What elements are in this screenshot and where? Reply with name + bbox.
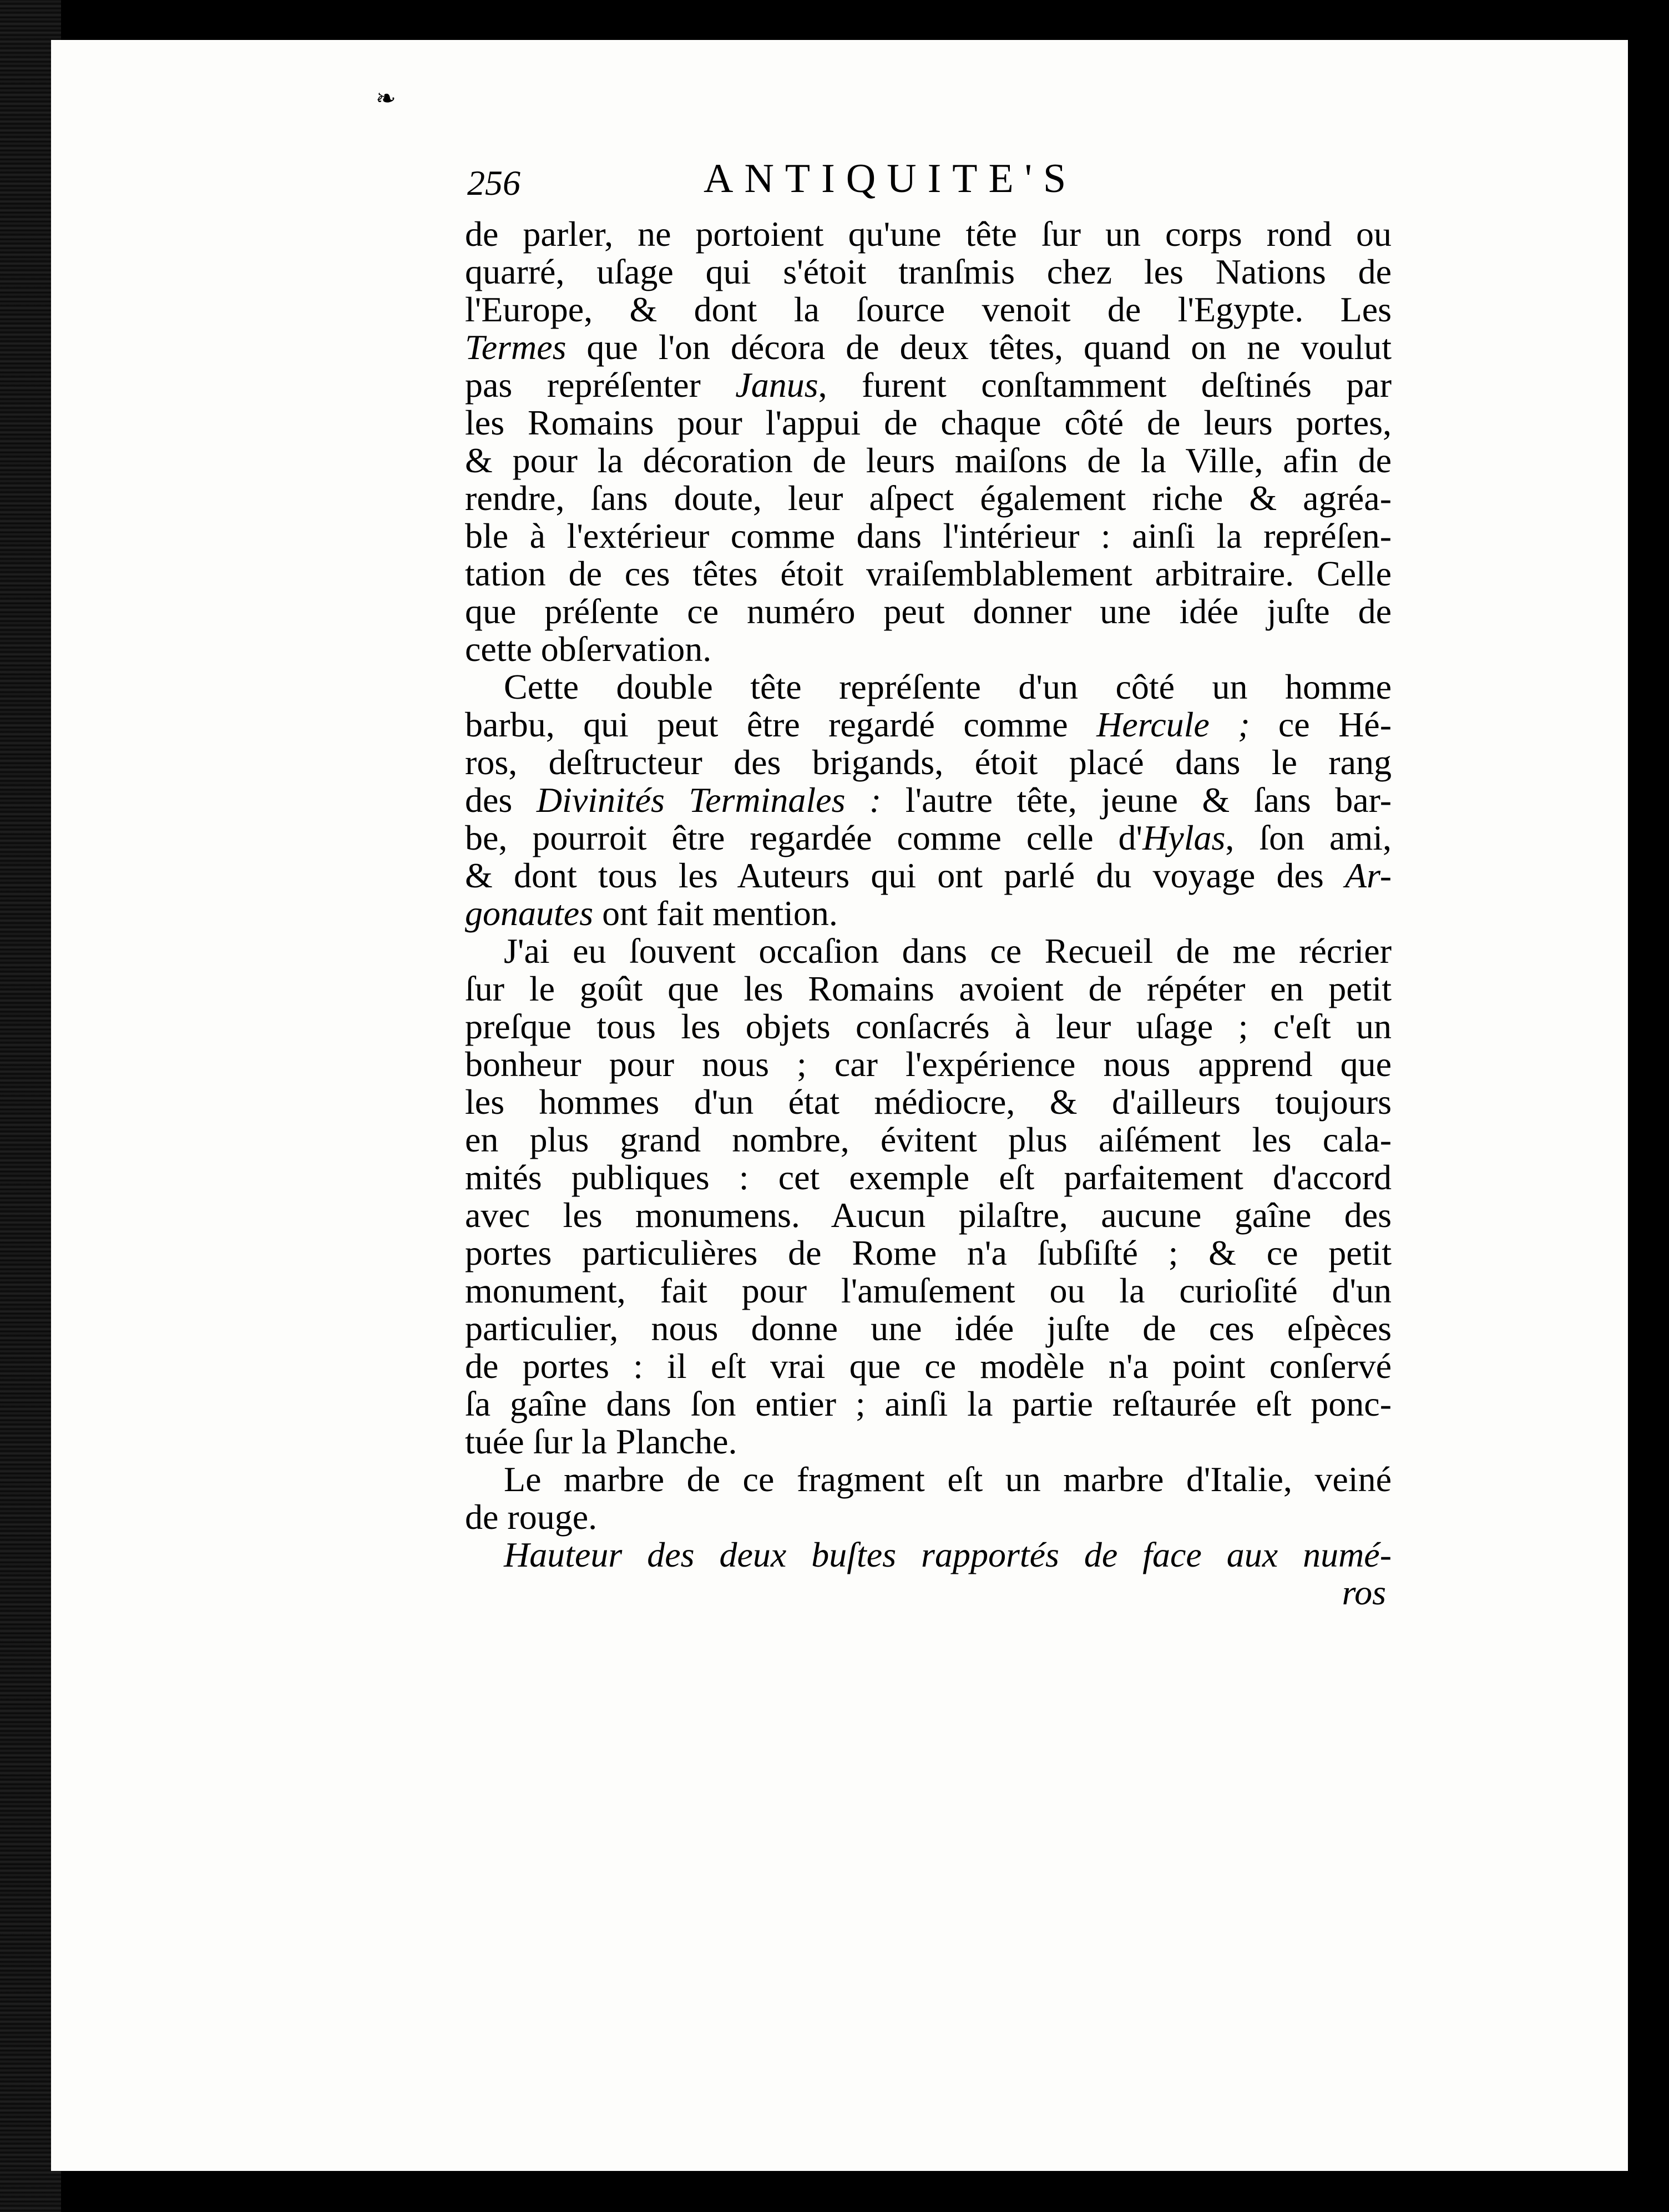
text-segment: de rouge. (465, 1497, 598, 1537)
text-segment: ble à l'extérieur comme dans l'intérieur : ainſi la repréſen- (465, 516, 1392, 555)
text-segment: J'ai eu ſouvent occaſion dans ce Recueil de me récrier (504, 931, 1392, 971)
text-segment: pas repréſenter (465, 365, 736, 405)
italic-text: Janus (735, 365, 818, 405)
page-number: 256 (467, 163, 520, 203)
text-line (465, 517, 1392, 555)
text-segment: mités publiques : cet exemple eſt parfaitement d'accord (465, 1158, 1392, 1197)
text-line (465, 819, 1392, 857)
text-segment: tation de ces têtes étoit vraiſemblablement arbitraire. Celle (465, 554, 1392, 593)
text-segment: Le marbre de ce fragment eſt un marbre d'Italie, veiné (504, 1459, 1392, 1499)
text-line (465, 1234, 1392, 1272)
text-segment: ont fait mention. (593, 893, 838, 933)
text-segment: quarré, uſage qui s'étoit tranſmis chez les Nations de (465, 252, 1392, 291)
italic-text: gonautes (465, 893, 594, 933)
text-line (465, 593, 1392, 630)
text-line (465, 932, 1392, 970)
text-segment: , furent conſtamment deſtinés par (818, 365, 1392, 405)
text-line (465, 253, 1392, 291)
text-segment: preſque tous les objets conſacrés à leur uſage ; c'eſt un (465, 1007, 1392, 1046)
text-segment: rendre, ſans doute, leur aſpect également riche & agréa- (465, 478, 1392, 518)
text-segment: ros, deſtructeur des brigands, étoit placé dans le rang (465, 743, 1392, 782)
text-line (465, 291, 1392, 329)
italic-text: Hauteur des deux buſtes rapportés de face aux numé- (504, 1535, 1392, 1574)
text-segment: que préſente ce numéro peut donner une idée juſte de (465, 592, 1392, 631)
text-segment: monument, fait pour l'amuſement ou la curioſité d'un (465, 1271, 1392, 1310)
text-line (465, 1461, 1392, 1498)
text-segment: barbu, qui peut être regardé comme (465, 705, 1097, 744)
text-segment: ſur le goût que les Romains avoient de répéter en petit (465, 969, 1392, 1008)
text-segment: avec les monumens. Aucun pilaſtre, aucune gaîne des (465, 1195, 1392, 1235)
text-line (465, 1121, 1392, 1159)
page-content (465, 156, 1392, 1612)
italic-text: Termes (465, 327, 567, 367)
text-segment: , ſon ami, (1225, 818, 1392, 857)
text-line (465, 744, 1392, 781)
text-line (465, 404, 1392, 442)
text-line (465, 1385, 1392, 1423)
text-line (465, 668, 1392, 706)
text-segment: bonheur pour nous ; car l'expérience nous apprend que (465, 1044, 1392, 1084)
text-line (465, 1159, 1392, 1196)
text-segment: & dont tous les Auteurs qui ont parlé du voyage des (465, 856, 1345, 895)
text-segment: tuée ſur la Planche. (465, 1422, 737, 1461)
text-line (465, 706, 1392, 744)
text-line (465, 215, 1392, 253)
text-line (465, 1310, 1392, 1347)
body-text (465, 215, 1392, 1612)
text-line (465, 1046, 1392, 1083)
text-line (465, 555, 1392, 593)
text-segment: & pour la décoration de leurs maiſons de la Ville, afin de (465, 441, 1392, 480)
text-segment: be, pourroit être regardée comme celle d' (465, 818, 1143, 857)
italic-text: Hercule ; (1096, 705, 1250, 744)
text-line (465, 1083, 1392, 1121)
catchword-line (465, 1574, 1392, 1612)
text-segment: les Romains pour l'appui de chaque côté de leurs portes, (465, 403, 1392, 442)
text-segment: de parler, ne portoient qu'une tête ſur un corps rond ou (465, 214, 1392, 254)
text-line (465, 1423, 1392, 1461)
text-line (465, 366, 1392, 404)
text-line (465, 1008, 1392, 1046)
italic-text: Hylas (1142, 818, 1226, 857)
text-segment: particulier, nous donne une idée juſte de ces eſpèces (465, 1309, 1392, 1348)
text-line (465, 442, 1392, 479)
text-line (465, 630, 1392, 668)
text-segment: l'Europe, & dont la ſource venoit de l'Egypte. Les (465, 290, 1392, 329)
text-segment: que l'on décora de deux têtes, quand on ne voulut (566, 327, 1392, 367)
text-line (465, 1347, 1392, 1385)
text-segment: l'autre tête, jeune & ſans bar- (881, 780, 1392, 820)
text-segment: cette obſervation. (465, 629, 712, 669)
text-segment: ſa gaîne dans ſon entier ; ainſi la partie reſtaurée eſt ponc- (465, 1384, 1392, 1423)
text-segment: les hommes d'un état médiocre, & d'ailleurs toujours (465, 1082, 1392, 1122)
text-line (465, 781, 1392, 819)
text-line (465, 895, 1392, 932)
italic-text: Ar- (1344, 856, 1392, 895)
text-line (465, 1196, 1392, 1234)
text-line (465, 1498, 1392, 1536)
text-line (465, 857, 1392, 895)
text-segment: ce Hé- (1250, 705, 1392, 744)
italic-text: Divinités Terminales : (536, 780, 882, 820)
italic-text: ros (1342, 1573, 1386, 1612)
running-head (465, 156, 1392, 215)
text-segment: Cette double tête repréſente d'un côté un homme (504, 667, 1392, 706)
text-segment: des (465, 780, 537, 820)
text-line (465, 1272, 1392, 1310)
text-line (465, 479, 1392, 517)
text-segment: en plus grand nombre, évitent plus aiſément les cala- (465, 1120, 1392, 1159)
text-line (465, 970, 1392, 1008)
text-line (465, 1536, 1392, 1574)
text-line (465, 329, 1392, 366)
text-segment: de portes : il eſt vrai que ce modèle n'a point conſervé (465, 1346, 1392, 1386)
running-title: ANTIQUITE'S (704, 156, 1078, 201)
text-segment: portes particulières de Rome n'a ſubſiſté ; & ce petit (465, 1233, 1392, 1272)
ornament-mark: ❧ (376, 84, 396, 113)
